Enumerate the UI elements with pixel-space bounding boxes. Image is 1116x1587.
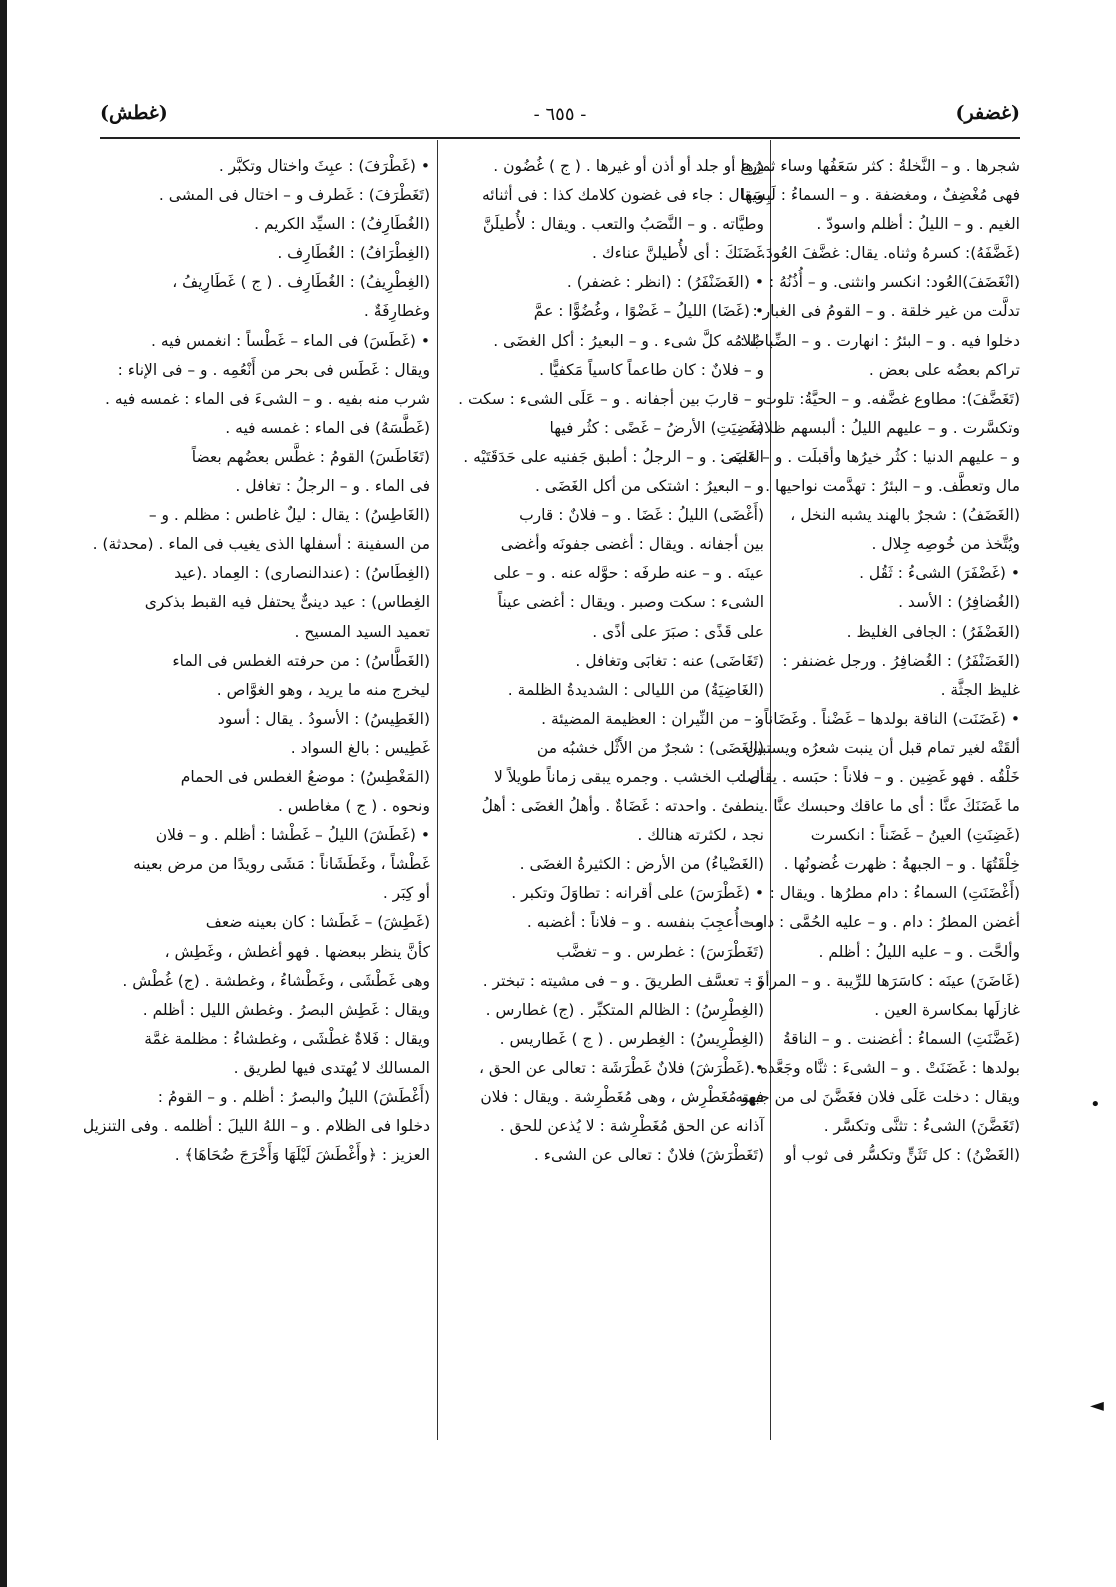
text-line: ألقَتْه لغير تمام قبل أن ينبت شعرُه ويستبين — [745, 738, 1020, 757]
text-line: (الغَاطِسُ) : يقال : ليلٌ غاطس : مظلم . و – — [148, 506, 430, 525]
text-line: (الغِطْرَافُ) : الغُطَارِف . — [277, 244, 430, 263]
text-line: (تَغَطْرَفَ) : غَطرف و – اختال فى المشى . — [158, 186, 430, 205]
text-line: من السفينة : أسفلها الذى يغيب فى الماء . (محدثة) . — [92, 535, 430, 554]
text-line: (الغَضْنُ) : كل تَثَنٍّ وتكسُّر فى ثوب أو — [784, 1146, 1020, 1165]
text-line: (غَضَّفَهُ): كسرهُ وثناه. يقال: غضَّفَ العُودَ. — [760, 244, 1020, 263]
text-line: (غَضِنَتِ) العينُ – غَضَناً : انكسرت — [810, 826, 1020, 845]
text-line: • (غَضْفَرَ) الشىءُ : ثَقُل . — [859, 564, 1020, 583]
text-line: (الغَضَى) : شجرٌ من الأَثْل خشبُه من — [536, 738, 764, 757]
page-edge-shadow — [0, 0, 7, 1587]
text-line: بولدها : غَضَنَتْ . و – الشىءَ : ثنَّاه وجَعَّده . — [749, 1058, 1020, 1077]
text-line: • (الغَضَنْفَرُ) : (انظر : غضفر) . — [566, 273, 764, 292]
column-middle — [444, 152, 764, 1434]
text-line: (غَضَّنَتِ) السماءُ : أغضنت . و – الناقةُ — [782, 1029, 1020, 1048]
text-line: و – أُعجِبَ بنفسه . و – فلاناً : أغضبه . — [526, 913, 764, 932]
text-line: وهى غَطْشَى ، وغَطْشاءُ ، وغطشة . (ج) غُطْش . — [122, 971, 430, 990]
text-line: (غَاضَنَ) عينَه : كاسَرَها للرِّيبة . و – المرأةَ : — [747, 971, 1020, 990]
header-right-word: (غضفر) — [955, 102, 1020, 124]
text-line: ويقال : دخلت عَلَى فلان فغَضَّنَ لى من جبهته . — [725, 1088, 1020, 1106]
text-line: (تَغَضَّنَ) الشىءُ : تثنَّى وتكسَّر . — [823, 1117, 1020, 1136]
text-line: و – تعسَّف الطريقَ . و – فى مشيته : تبختر . — [482, 971, 764, 990]
text-line: (الغِطْرِسُ) : الظالم المتكبِّر . (ج) غطارس . — [485, 1000, 764, 1019]
text-line: ويقال : جاء فى غضون كلامك كذا : فى أثنائه — [481, 186, 764, 205]
text-line: أغضن المطرُ : دام . و – عليه الحُمَّى : دامت — [739, 913, 1020, 932]
text-line: شرب منه بفيه . و – الشىءَ فى الماء : غمسه فيه . — [105, 389, 430, 408]
text-line: ظلامُه كلَّ شىء . و – البعيرُ : أكل الغضَى . — [493, 331, 764, 350]
text-line: (أَغْضَى) الليلُ : غَضَا . و – فلانٌ : قارب — [519, 506, 764, 525]
text-line: (أَغْطَشَ) الليلُ والبصرُ : أظلم . و – القومُ : — [157, 1088, 430, 1106]
text-line: (غَضِيَتِ) الأرضُ – غَضًى : كثُر فيها — [549, 418, 764, 437]
text-line: (الغُضافِرُ) : الأسد . — [898, 593, 1020, 612]
margin-arrow-mark: ◄ — [1090, 1395, 1104, 1416]
text-line: فى الماء . و – الرجلُ : تغافل . — [235, 477, 430, 496]
text-line: آذانه عن الحق مُغَطْرِشة : لا يُذعن للحق . — [499, 1117, 764, 1136]
text-line: وتكسَّرت . و – عليهم الليلُ : ألبسهم ظلامَه . — [737, 418, 1020, 437]
text-line: ينطفئ . واحدته : غَضَاةٌ . وأهلُ الغضَى : أهلُ — [481, 797, 764, 816]
text-line: (الغَضْفَرُ) : الجافى الغليظ . — [846, 622, 1020, 641]
text-line: (تَغَطْرَسَ) : غطرس . و – تغضَّب — [556, 942, 764, 961]
text-line: (تَغَاطَسَ) القومُ : غطَّس بعضُهم بعضاً — [191, 447, 430, 466]
text-line: و – قاربَ بين أجفانه . و – عَلَى الشىء : سكت . — [458, 389, 764, 408]
text-line: أو كِبَر . — [382, 884, 430, 903]
text-line: مال وتعطَّف. و – البئرُ : تهدَّمت نواحيها . — [765, 477, 1020, 496]
text-line: (غَطِشَ) – غَطَشا : كان بعينه ضعف — [205, 913, 430, 932]
text-line: دِرع أو جلد أو أذن أو غيرها . ( ج ) غُضُون . — [493, 157, 764, 175]
text-line: غَطِيس : بالغ السواد . — [290, 738, 430, 757]
text-line: ويقال : غَطَس فى بحر من أَنْعُمِه . و – فى الإناء : — [117, 360, 430, 379]
text-line: (الغُطَارِفُ) : السيِّد الكريم . — [254, 215, 430, 234]
text-line: وألحَّت . و – عليه الليلُ : أظلم . — [818, 942, 1020, 961]
text-line: (أَغْضَنَتِ) السماءُ : دام مطرُها . ويقال : — [769, 884, 1020, 903]
text-line: المسالك لا يُهتدى فيها لطريق . — [233, 1058, 430, 1077]
text-line: (الغَضَنْفَرُ) : الغُضافِرُ . ورجل غضنفر : — [782, 651, 1020, 670]
text-line: (الغِطَاسُ) : (عندالنصارى) : العِماد .(عيد — [174, 564, 430, 583]
text-line: وطيَّاته . و – النَّصَبُ والتعب . ويقال : لأُطيلَنَّ — [482, 215, 764, 234]
margin-bullet-mark: • — [1090, 1094, 1101, 1115]
text-line: • (غَطَشَ) الليلُ – غَطْشا : أظلم . و – فلان — [155, 826, 430, 845]
text-line: تدلَّت من غير خلقة . و – القومُ فى الغبار : — [752, 302, 1020, 321]
text-line: خَلْقُه . فهو غَضِين . و – فلاناً : حبَسه . يقال : — [738, 767, 1020, 786]
text-line: نجد ، لكثرته هنالك . — [637, 826, 764, 845]
text-line: على قَذًى : صبَرَ على أذًى . — [592, 622, 764, 641]
text-line: ويقال : فَلاةٌ غطْشَى ، وغطشاءُ : مظلمة غمَّة — [144, 1029, 430, 1048]
page-number: - ٦٥٥ - — [533, 104, 587, 125]
text-line: دخلوا فى الظلام . و – اللهُ الليلَ : أظلمه . وفى التنزيل — [82, 1117, 430, 1136]
text-line: (الغَطِيسُ) : الأسودُ . يقال : أسود — [217, 709, 430, 728]
column-left — [82, 152, 430, 1434]
text-line: الشىء : سكت وصبر . ويقال : أغضى عيناً — [497, 593, 764, 612]
text-line: فهى مُغْضِفٌ ، ومغضفة . و – السماءُ : لَبِسَها — [740, 186, 1020, 205]
text-line: • (غَطْرَسَ) على أقرانه : تطاوَلَ وتكبر . — [511, 884, 764, 903]
text-line: و – من النِّيران : العظيمة المضيئة . — [541, 709, 764, 728]
text-line: تراكم بعضُه على بعض . — [868, 360, 1020, 379]
text-line: (الغَضَفُ) : شجرٌ بالهند يشبه النخل ، — [790, 506, 1020, 525]
text-line: غَطْشاً ، وغَطَشَاناً : مَشَى رويدًا من مرض بعينه — [133, 855, 430, 874]
text-line: تعميد السيد المسيح . — [294, 622, 430, 641]
text-line: • (غَضَا) الليلُ – غَضْوًا ، وغُضُوًّا : عمَّ — [533, 302, 764, 321]
text-line: و – البعيرُ : اشتكى من أكل الغَضَى . — [534, 477, 764, 496]
header-left-word: (غطش) — [100, 102, 168, 124]
text-line: وغطارِفَةٌ . — [363, 302, 430, 321]
text-line: (تَغَاضَى) عنه : تغابَى وتغافل . — [575, 651, 764, 670]
text-line: كأنَّ ينظر ببعضها . فهو أغطش ، وغَطِش ، — [164, 942, 430, 961]
column-divider — [437, 140, 438, 1440]
text-line: ونحوه . ( ج ) مغاطس . — [277, 797, 430, 816]
text-line: (المَغْطِسُ) : موضعُ الغطس فى الحمام — [180, 767, 430, 786]
text-line: فهو مُغَطْرِش ، وهى مُغَطْرِشة . ويقال : فلان — [480, 1088, 764, 1106]
text-line: • (غَطْرَشَ) فلانٌ غَطْرَشَة : تعالى عن الحق ، — [478, 1058, 764, 1077]
text-line: بين أجفانه . ويقال : أغضى جفونَه وأغضى — [500, 535, 764, 554]
text-line: غازلَها بمكاسرة العين . — [874, 1000, 1020, 1019]
text-line: ما غَضَنَكَ عنَّا : أى ما عاقك وحبسك عنَّا . — [763, 797, 1020, 816]
text-line: (تَغَضَّفَ): مطاوع غضَّفه. و – الحيَّةُ: تلوت — [762, 389, 1020, 408]
text-line: (الغَطَّاسُ) : من حرفته الغطس فى الماء — [172, 651, 430, 670]
text-line: ويقال : غَطِش البصرُ . وغطش الليل : أظلم . — [142, 1000, 430, 1019]
text-line: غَضَنَكَ : أى لأُطيلنَّ عناءك . — [591, 244, 764, 263]
text-line: ويُتَّخذ من خُوصِه جِلال . — [871, 535, 1020, 554]
text-line: و – عليهم الدنيا : كثُر خيرُها وأقبلَت . و – عليه : — [719, 447, 1020, 466]
text-line: (الغَاضِيَةُ) من الليالى : الشديدةُ الظلمة . — [507, 680, 764, 699]
text-line: ليخرج منه ما يريد ، وهو الغوَّاص . — [216, 680, 430, 699]
text-line: أصلب الخشب . وجمره يبقى زماناً طويلاً لا — [493, 767, 764, 786]
text-line: و – فلانٌ : كان طاعماً كاسياً مَكفيًّا . — [539, 360, 764, 379]
column-right — [719, 152, 1020, 1434]
text-line: دخلوا فيه . و – البئرُ : انهارت . و – الضِّبابُ : — [739, 331, 1020, 350]
text-line: الغَضَى . و – الرجلُ : أطبق جَفنيه على حَدَقَتَيْه . — [463, 447, 764, 466]
header-rule — [100, 137, 1020, 139]
text-line: الغيم . و – الليلُ : أظلم واسودّ . — [816, 215, 1020, 234]
text-line: (غَطَّسَهُ) فى الماء : غمسه فيه . — [225, 418, 430, 437]
text-line: • (غَطَسَ) فى الماء – غَطْساً : انغمس فيه . — [151, 331, 430, 350]
text-line: • (غَضَنَت) الناقة بولدها – غَضْناً . وغَضَاناً : — [754, 709, 1020, 728]
text-line: العزيز : ﴿وأَغْطَشَ لَيْلَهَا وَأَخْرَجَ ضُحَاهَا﴾ . — [174, 1146, 430, 1165]
text-line: (انْغَضَفَ)العُود: انكسر وانثنى. و – أُذُنُهُ : — [768, 273, 1020, 292]
text-line: خِلْقَتُهَا . و – الجبهةُ : ظهرت غُضونُها . — [783, 855, 1020, 874]
text-line: (الغِطْرِيسُ) : الغِطرس . ( ج ) غَطاريس . — [499, 1029, 764, 1048]
text-line: غليظ الجثَّة . — [940, 680, 1020, 699]
text-line: عينَه . و – عنه طرفَه : حوَّله عنه . و – على — [493, 564, 764, 583]
text-line: الغِطاس) : عيد دينىٌّ يحتفل فيه القبط بذكرى — [144, 593, 430, 612]
text-line: (الغِطْرِيفُ) : الغُطَارِف . ( ج ) غَطَارِيفُ ، — [172, 273, 430, 292]
text-line: (تَغَطْرَشَ) فلانٌ : تعالى عن الشىء . — [533, 1146, 764, 1165]
text-line: • (غَطْرَفَ) : عبِثَ واختال وتكبَّر . — [218, 157, 430, 175]
text-line: شجرها . و – النَّخلةُ : كثر سَعَفُها وساء ثمرُها . — [730, 157, 1020, 175]
text-line: (الغَضْياءُ) من الأرض : الكثيرةُ الغضَى . — [519, 855, 764, 874]
page-header — [100, 98, 1020, 138]
